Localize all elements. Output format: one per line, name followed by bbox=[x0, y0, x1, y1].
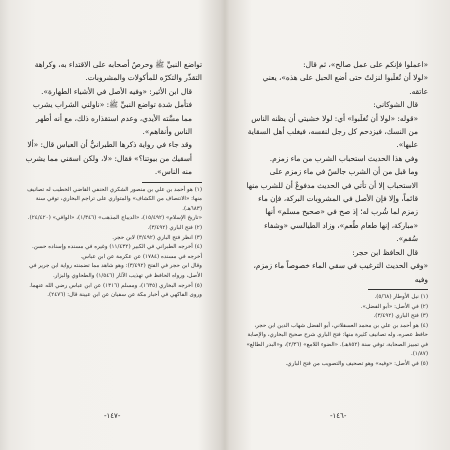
footnote: (٤) هو أحمد بن علي بن محمد العسقلاني، أبو الفضل شهاب الدين ابن حجر، حافظ عصره، وله تصانيف كثيرة منها: فتح الباري شرح صحيح البخاري، والإصابة في تمييز الصحابة، توفي سنة (٨٥٢هـ). «الضوء اللامع» (٢/٣٦)، و«البدر الطالع» (١/٨٧). bbox=[246, 322, 428, 358]
page-number-value: ١٤٦ bbox=[332, 412, 344, 420]
footnote: (٤) أخرجه الطبراني في الكبير (١١/٤٣٢) وغيره في مسنده وإسناده حسن. أخرجه في مسنده (١٧٨٤) عن عكرمة عن ابن عباس. bbox=[31, 244, 202, 260]
footnote: (١) هو أحمد بن علي بن منصور الشكري الحنفي القاضي الخطيب له تصانيف منها: «الانتصاف من الكشاف» والمتواري على تراجم البخاري، توفي سنة (٦٨٣هـ). bbox=[27, 186, 202, 212]
footnote: وروى الفاكهي في أخبار مكة عن سفيان عن ابن عيينة قال: (٢٤٧٦). bbox=[47, 292, 202, 299]
left-footnotes bbox=[22, 186, 202, 301]
footnote: «تاريخ الإسلام» (١٥/٤٩٢)، «الديباج المذهب» (١/٣٤٦)، «الوافي» (٢٤/٤٢٠). bbox=[27, 215, 202, 222]
footnote: وقال ابن حجر في الفتح (٣/٤٩٢): وهو شاهد مما تضمنته رواية ابن جرير في الأصل، ورواه الحافظ في تهذيب الآثار (١/٥٤٦) والطحاوي والبزار. bbox=[29, 263, 202, 279]
footnote: (٢) فتح الباري (٣/٤٩٢). bbox=[147, 225, 202, 232]
right-footnotes bbox=[246, 293, 428, 370]
right-paragraph: «لولا أن تُغلَبوا لنزلتُ حتى أضع الحبل على هذه»، يعني عاتقه. bbox=[262, 73, 428, 96]
left-paragraph: فتأمل شدة تواضع النبيِّ ﷺ: «ناولني الشراب يشرب مما مسَّته الأيدي، وعدم استقذاره ذلك، مع أنه أطهر الناس وأنقاهم». bbox=[32, 100, 192, 137]
footnote: (٥) أخرجه البخاري (١٦٣٥)، ومسلم (١٣١٦) عن ابن عباس رضي الله عنهما. bbox=[29, 282, 202, 289]
page-number-value: ١٤٧ bbox=[106, 412, 118, 420]
right-paragraph: وفي هذا الحديث استحباب الشرب من ماء زمزم. bbox=[269, 153, 418, 163]
footnote: (٥) في الأصل: «وفيه» وهو تصحيف والتصويب من فتح الباري. bbox=[285, 361, 428, 368]
right-paragraph: «قوله: «لولا أن تُغلَبوا» أي: لولا خشيتي أن يظنه الناس من النسك، فيزدحم كل رجل لنفسه، فيغلب أهل السقاية عليها». bbox=[247, 113, 418, 150]
left-page bbox=[22, 58, 202, 428]
footnote: (٣) فتح الباري (٣/٤٩٢). bbox=[373, 313, 428, 320]
footnote: (١) نيل الأوطار (٥/٦٨). bbox=[374, 293, 428, 300]
right-paragraph: «وفي الحديث الترغيب في سقي الماء خصوصاً ماء زمزم، وفيه bbox=[253, 261, 428, 284]
footnote: (٢) في الأصل: «أبو الفضل». bbox=[360, 303, 428, 310]
left-page-body bbox=[22, 58, 202, 179]
left-paragraph: تواضع النبيِّ ﷺ وحرصُ أصحابه على الاقتداء به، وكراهة التقذّر والتكرّه للمأكولات والمشروبات. bbox=[34, 60, 202, 83]
left-edge-shadow bbox=[0, 0, 10, 450]
left-page-number: -١٤٧- bbox=[104, 412, 121, 420]
right-page-number: -١٤٦- bbox=[330, 412, 347, 420]
footnote-separator bbox=[142, 182, 202, 183]
right-page bbox=[246, 58, 428, 428]
left-paragraph: وقد جاء في رواية ذكرها الطبرانيُّ أن العباس قال: «ألا أسقيك من بيوتنا؟» فقال: «لا، ولكن اسقني مما يشرب منه الناس». bbox=[25, 140, 192, 177]
right-paragraph: وما قبل من أن الشرب جالسٌ في ماء زمزم على الاستحباب إلا أن تأتي في الحديث مدفوعٌ أن للشرب منها قائماً، وإلا فإن الأصل في المشروبات البركة، فإن ماء زمزم لما شُرب له؛ إذ صح في «صحيح مسلم» أنها «مباركة، إنها طعام طُعم»، وزاد الطيالسي «وشفاء سُقم». bbox=[246, 167, 418, 244]
right-paragraph: قال الحافظ ابن حجر: bbox=[352, 247, 418, 257]
right-paragraph: قال الشوكاني: bbox=[373, 100, 418, 110]
right-page-body bbox=[246, 58, 428, 286]
footnote: (٣) انظر فتح الباري (٣/٤٩٢) لابن حجر. bbox=[112, 234, 202, 241]
right-paragraph: «اعملوا فإنكم على عمل صالح»، ثم قال: bbox=[303, 60, 428, 69]
left-paragraph: قال ابن الأثير: «وفيه الأصل في الأشياء الطهارة». bbox=[41, 86, 192, 96]
footnote-separator bbox=[368, 289, 428, 290]
